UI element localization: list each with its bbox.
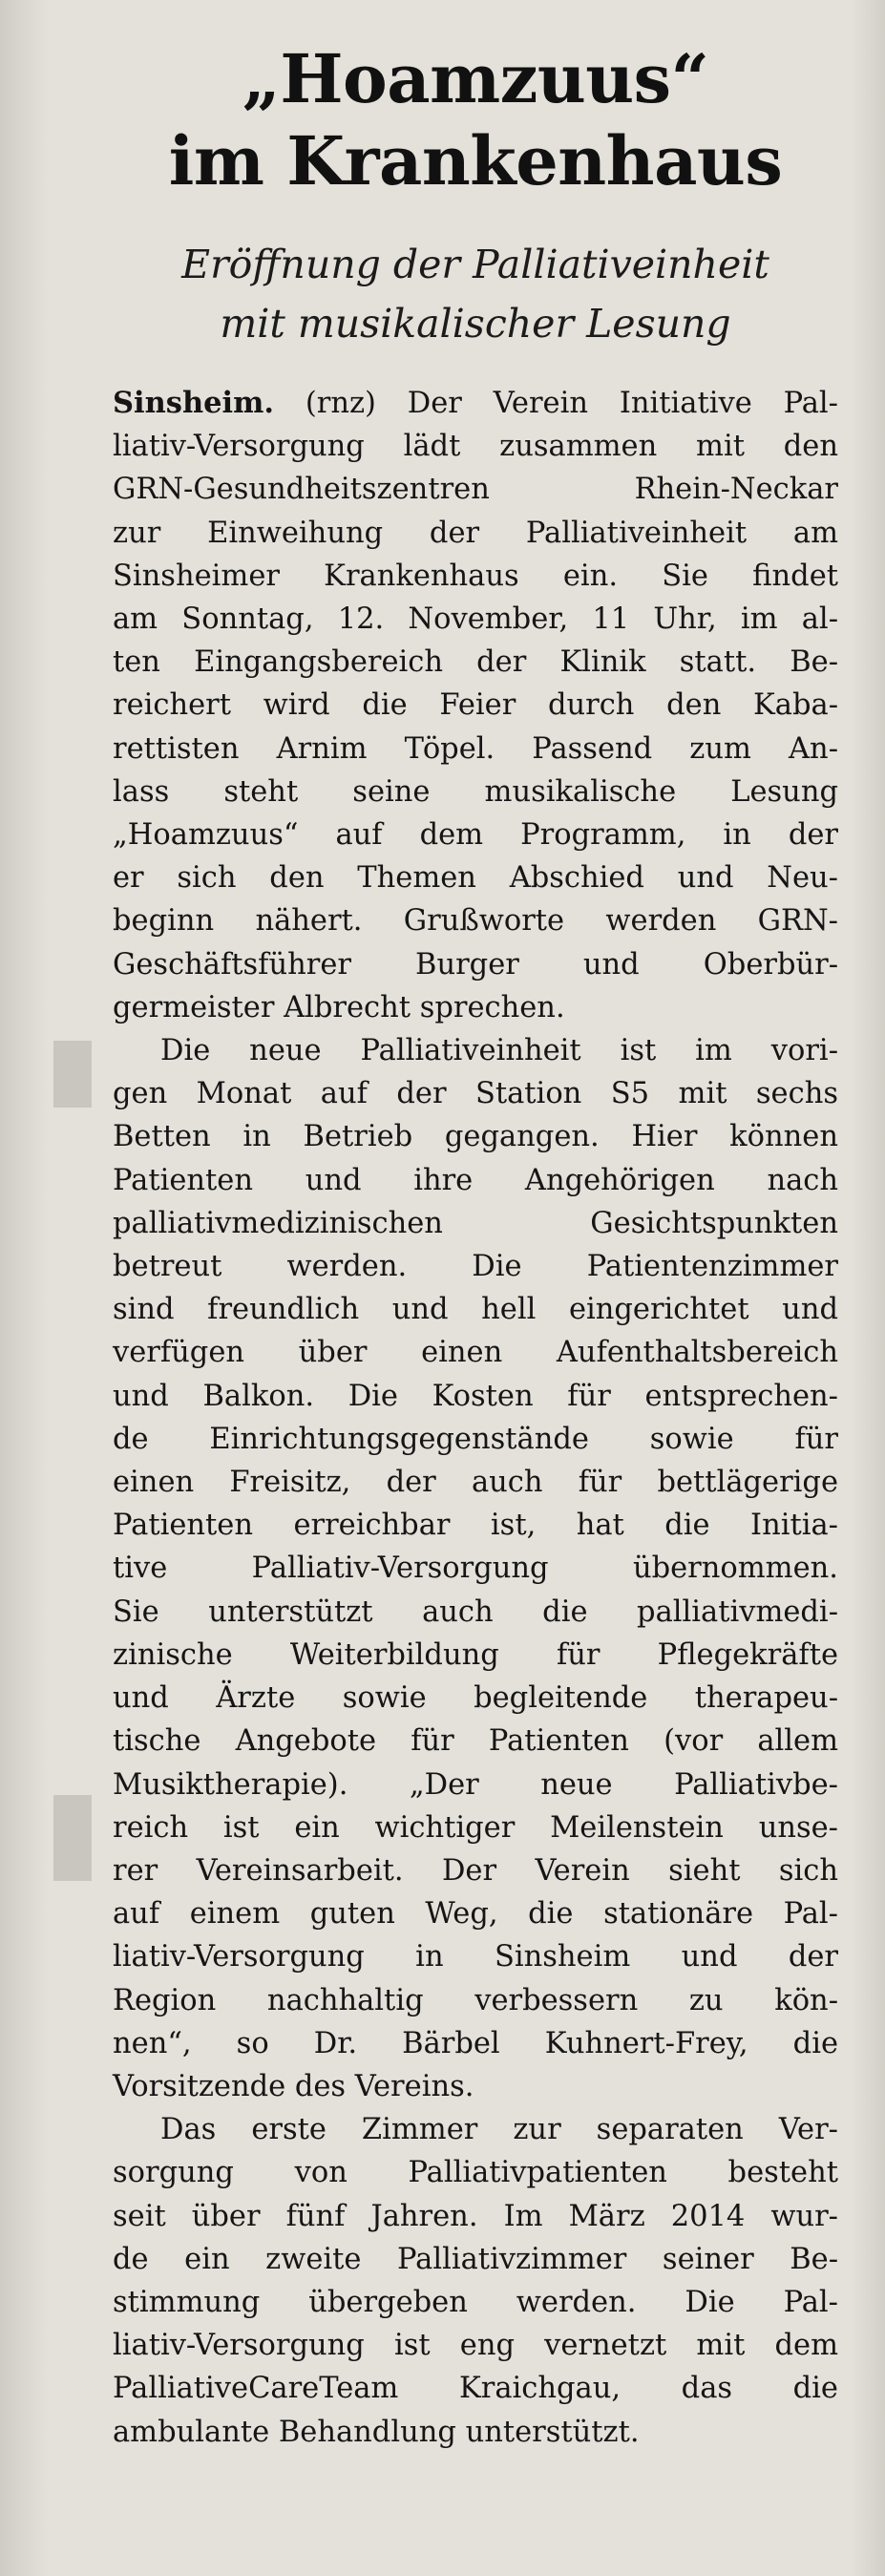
text-line: zur Einweihung der Palliativeinheit am xyxy=(113,516,838,550)
text-line: Geschäftsführer Burger und Oberbür- xyxy=(113,947,838,982)
page-edge-shadow-right xyxy=(851,0,885,2576)
text-line: Musiktherapie). „Der neue Palliativbe- xyxy=(113,1767,838,1802)
text-line: sind freundlich und hell eingerichtet und xyxy=(113,1293,838,1327)
text-line: Sinsheimer Krankenhaus ein. Sie findet xyxy=(113,559,838,593)
article-paragraph xyxy=(113,1029,838,2108)
text-line: PalliativeCareTeam Kraichgau, das die xyxy=(113,2372,838,2406)
text-line: auf einem guten Weg, die stationäre Pal- xyxy=(113,1897,838,1932)
text-line: reich ist ein wichtiger Meilenstein unse- xyxy=(113,1810,838,1845)
text-line: Region nachhaltig verbessern zu kön- xyxy=(113,1983,838,2017)
article-paragraph xyxy=(113,2108,838,2454)
text-line: liativ-Versorgung lädt zusammen mit den xyxy=(113,430,838,464)
text-line: ten Eingangsbereich der Klinik statt. Be- xyxy=(113,645,838,680)
text-line: ambulante Behandlung unterstützt. xyxy=(113,2415,640,2449)
text-line: tische Angebote für Patienten (vor allem xyxy=(113,1724,838,1759)
text-line: gen Monat auf der Station S5 mit sechs xyxy=(113,1077,838,1111)
headline-line: im Krankenhaus xyxy=(168,121,783,201)
text-line: reichert wird die Feier durch den Kaba- xyxy=(113,688,838,723)
text-line: betreut werden. Die Patientenzimmer xyxy=(113,1250,838,1284)
text-line xyxy=(113,382,838,425)
dateline: Sinsheim. xyxy=(113,386,275,420)
article-headline xyxy=(113,38,838,202)
text-line: de ein zweite Palliativzimmer seiner Be- xyxy=(113,2242,838,2276)
text-line: einen Freisitz, der auch für bettlägerige xyxy=(113,1466,838,1500)
text-line: Betten in Betrieb gegangen. Hier können xyxy=(113,1120,838,1154)
headline-line: „Hoamzuus“ xyxy=(242,39,709,118)
text-line: tive Palliativ-Versorgung übernommen. xyxy=(113,1552,838,1586)
text-line: sorgung von Palliativpatienten besteht xyxy=(113,2156,838,2190)
text-line: lass steht seine musikalische Lesung xyxy=(113,774,838,809)
newspaper-article xyxy=(113,38,838,2454)
article-body xyxy=(113,382,838,2454)
text-line: und Balkon. Die Kosten für entsprechen- xyxy=(113,1379,838,1413)
text-line: palliativmedizinischen Gesichtspunkten xyxy=(113,1206,838,1240)
text-line: er sich den Themen Abschied und Neu- xyxy=(113,861,838,896)
text-line: liativ-Versorgung ist eng vernetzt mit dem xyxy=(113,2329,838,2363)
text-line: liativ-Versorgung in Sinsheim und der xyxy=(113,1940,838,1974)
text-line: de Einrichtungsgegenstände sowie für xyxy=(113,1422,838,1456)
text-line: nen“, so Dr. Bärbel Kuhnert-Frey, die xyxy=(113,2026,838,2060)
text-line: beginn nähert. Grußworte werden GRN- xyxy=(113,904,838,939)
text-line: verfügen über einen Aufenthaltsbereich xyxy=(113,1336,838,1370)
bleed-block xyxy=(53,1041,92,1108)
text-line: Das erste Zimmer zur separaten Ver- xyxy=(160,2113,838,2147)
text-line: Sie unterstützt auch die palliativmedi- xyxy=(113,1594,838,1629)
article-paragraph xyxy=(113,382,838,1029)
page-edge-shadow-left xyxy=(0,0,48,2576)
subhead-line: mit musikalischer Lesung xyxy=(220,301,731,347)
text-line: zinische Weiterbildung für Pflegekräfte xyxy=(113,1637,838,1672)
text-line: GRN-Gesundheitszentren Rhein-Neckar xyxy=(113,473,838,507)
text-line: Patienten erreichbar ist, hat die Initia- xyxy=(113,1509,838,1543)
text-line: Die neue Palliativeinheit ist im vori- xyxy=(160,1034,838,1068)
text-line: Vorsitzende des Vereins. xyxy=(113,2069,474,2103)
text-line: und Ärzte sowie begleitende therapeu- xyxy=(113,1681,838,1716)
text-line: rettisten Arnim Töpel. Passend zum An- xyxy=(113,731,838,766)
text-line: am Sonntag, 12. November, 11 Uhr, im al- xyxy=(113,602,838,637)
text-line: stimmung übergeben werden. Die Pal- xyxy=(113,2285,838,2319)
text-line: germeister Albrecht sprechen. xyxy=(113,990,565,1024)
text-line: „Hoamzuus“ auf dem Programm, in der xyxy=(113,818,838,853)
subhead-line: Eröffnung der Palliativeinheit xyxy=(181,242,769,287)
text-fragment: (rnz) Der Verein Initiative Pal- xyxy=(274,387,838,420)
text-line: seit über fünf Jahren. Im März 2014 wur- xyxy=(113,2199,838,2233)
text-line: rer Vereinsarbeit. Der Verein sieht sich xyxy=(113,1853,838,1888)
article-subhead xyxy=(113,235,838,353)
bleed-block xyxy=(53,1795,92,1881)
text-line: Patienten und ihre Angehörigen nach xyxy=(113,1163,838,1197)
